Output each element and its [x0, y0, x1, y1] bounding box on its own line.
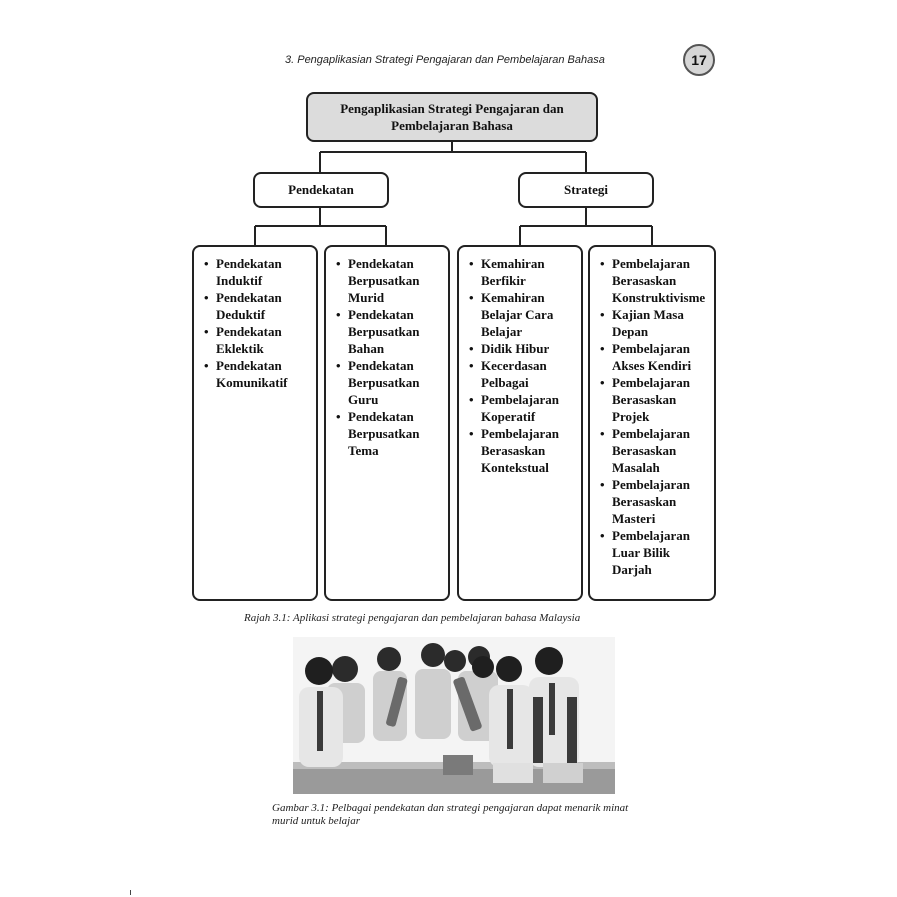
list-item: • Pembelajaran Berasaskan Konstruktivisme: [598, 255, 708, 306]
list-item: • Pembelajaran Berasaskan Projek: [598, 374, 708, 425]
branch-label: Pendekatan: [288, 182, 354, 197]
list-item: • Pendekatan Berpusatkan Guru: [334, 357, 442, 408]
list-item: • Pendekatan Berpusatkan Murid: [334, 255, 442, 306]
list-item: • Kecerdasan Pelbagai: [467, 357, 575, 391]
list-item: • Pendekatan Induktif: [202, 255, 310, 289]
list-item: • Pendekatan Komunikatif: [202, 357, 310, 391]
list-item: • Pendekatan Deduktif: [202, 289, 310, 323]
running-header: 3. Pengaplikasian Strategi Pengajaran dan Pembelajaran Bahasa: [285, 54, 605, 66]
list-item: • Pembelajaran Berasaskan Masteri: [598, 476, 708, 527]
leaf-column-2: [324, 245, 450, 601]
photo-caption: Gambar 3.1: Pelbagai pendekatan dan strategi pengajaran dapat menarik minat murid untuk belajar: [272, 802, 629, 827]
list-item: • Pendekatan Eklektik: [202, 323, 310, 357]
leaf-column-1: [192, 245, 318, 601]
diagram-root-label: Pengaplikasian Strategi Pengajaran dan Pembelajaran Bahasa: [340, 101, 564, 133]
branch-box-pendekatan: [253, 172, 389, 208]
list-item: • Pendekatan Berpusatkan Bahan: [334, 306, 442, 357]
list-item: • Pembelajaran Akses Kendiri: [598, 340, 708, 374]
list-item: • Pembelajaran Koperatif: [467, 391, 575, 425]
diagram-root-box: [306, 92, 598, 142]
list-item: • Kemahiran Belajar Cara Belajar: [467, 289, 575, 340]
leaf-column-4: [588, 245, 716, 601]
list-item: • Pembelajaran Berasaskan Kontekstual: [467, 425, 575, 476]
branch-box-strategi: [518, 172, 654, 208]
list-item: • Pembelajaran Luar Bilik Darjah: [598, 527, 708, 578]
figure-caption: Rajah 3.1: Aplikasi strategi pengajaran dan pembelajaran bahasa Malaysia: [244, 612, 581, 624]
leaf-column-3: [457, 245, 583, 601]
page-number-badge: 17: [683, 44, 715, 76]
list-item: • Kajian Masa Depan: [598, 306, 708, 340]
page-mark: [130, 890, 131, 895]
list-item: • Pendekatan Berpusatkan Tema: [334, 408, 442, 459]
list-item: • Didik Hibur: [467, 340, 575, 357]
students-photo: [293, 637, 615, 794]
branch-label: Strategi: [563, 182, 609, 197]
list-item: • Pembelajaran Berasaskan Masalah: [598, 425, 708, 476]
list-item: • Kemahiran Berfikir: [467, 255, 575, 289]
